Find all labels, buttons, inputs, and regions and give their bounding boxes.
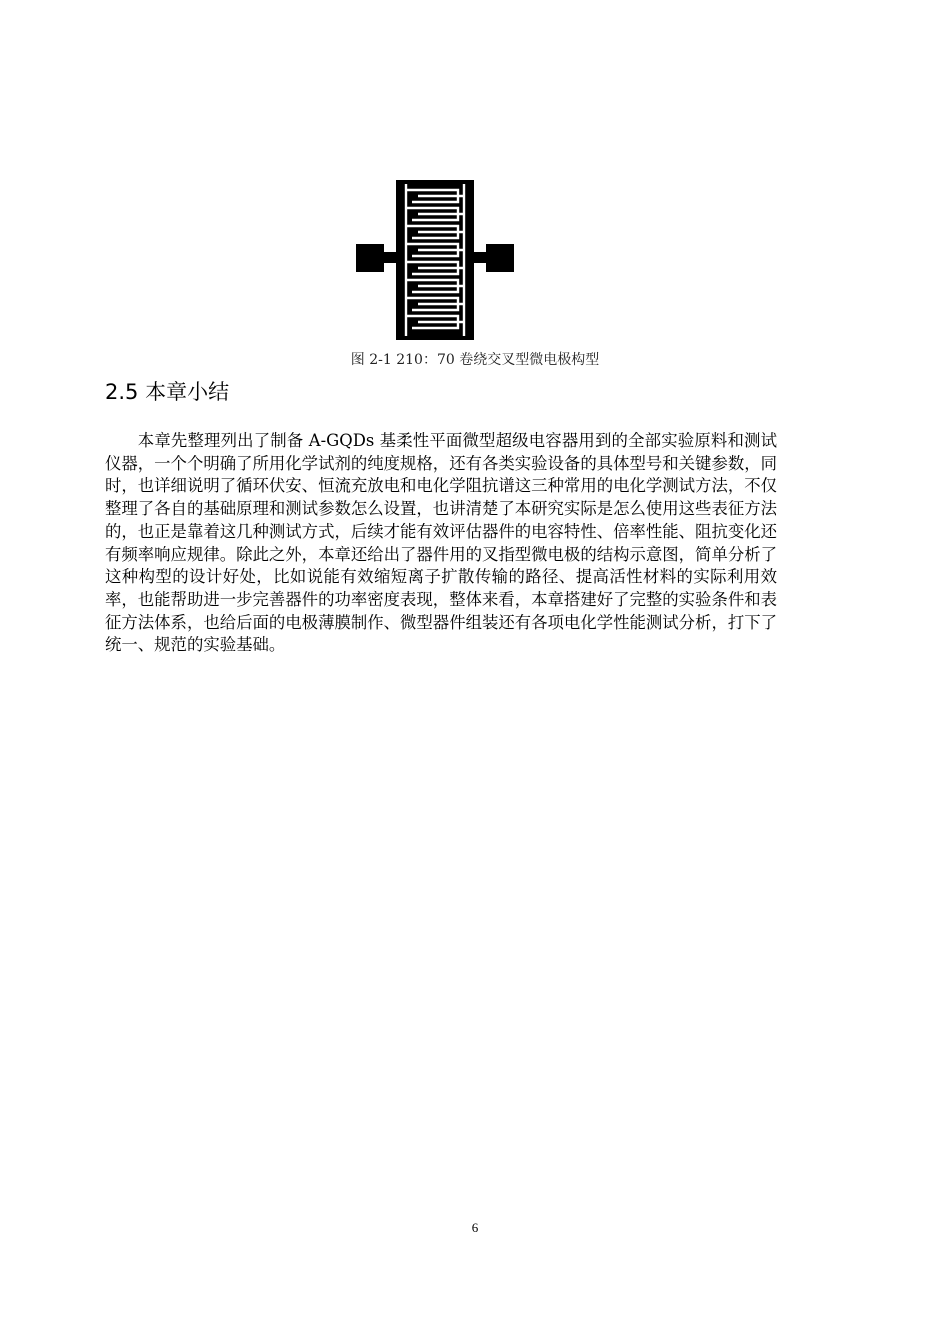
left-connector xyxy=(382,252,398,263)
body-paragraph: 本章先整理列出了制备 A-GQDs 基柔性平面微型超级电容器用到的全部实验原料和测试仪器，一个个明确了所用化学试剂的纯度规格，还有各类实验设备的具体型号和关键参数，同时，也详细说明了循环伏安、恒流充放电和电化学阻抗谱这三种常用的电化学测试方法，不仅整理了各自的基础原理和测试参数怎么设置，也讲清楚了本研究实际是怎么使用这些表征方法的，也正是靠着这几种测试方式，后续才能有效评估器件的电容特性、倍率性能、阻抗变化还有频率响应规律。除此之外，本章还给出了器件用的叉指型微电极的结构示意图，简单分析了这种构型的设计好处，比如说能有效缩短离子扩散传输的路径、提高活性材料的实际利用效率，也能帮助进一步完善器件的功率密度表现，整体来看，本章搭建好了完整的实验条件和表征方法体系，也给后面的电极薄膜制作、微型器件组装还有各项电化学性能测试分析，打下了统一、规范的实验基础。 xyxy=(105,431,778,655)
right-connector xyxy=(472,252,488,263)
left-contact-pad xyxy=(356,244,384,272)
page-number: 6 xyxy=(471,1220,479,1235)
section-heading: 2.5 本章小结 xyxy=(105,380,230,404)
figure-caption: 图 2-1 210：70 卷绕交叉型微电极构型 xyxy=(350,352,600,368)
right-contact-pad xyxy=(486,244,514,272)
interdigitated-electrode-diagram xyxy=(356,180,516,340)
